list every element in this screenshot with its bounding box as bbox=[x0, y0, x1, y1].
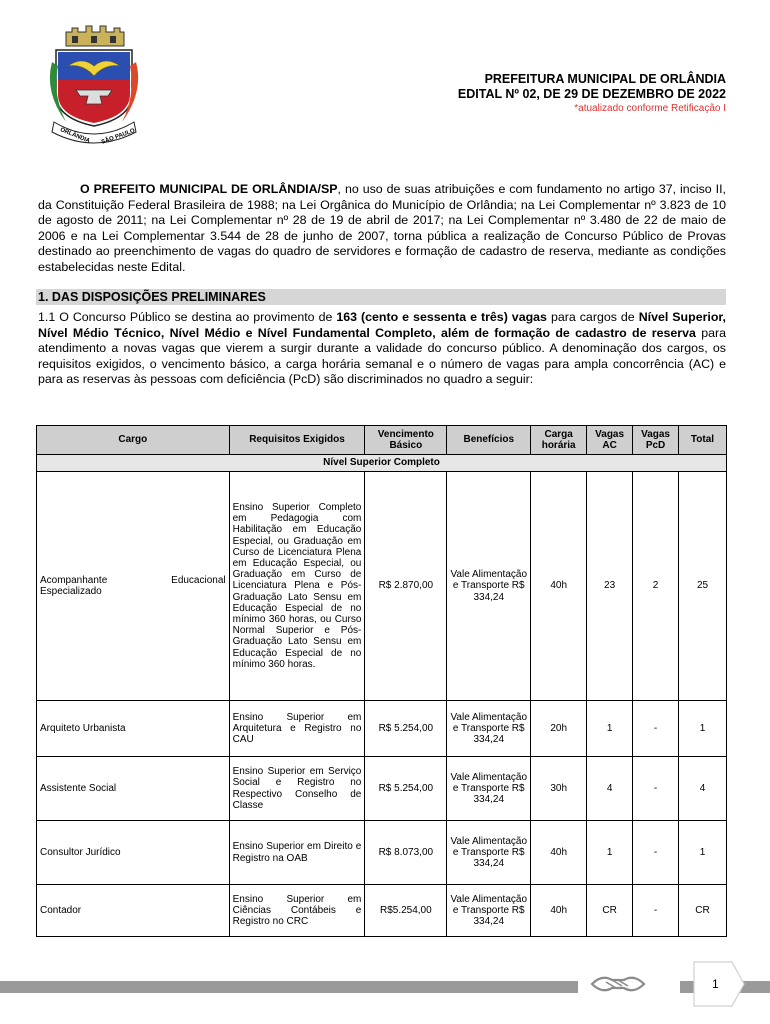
cell-vagas-ac: CR bbox=[587, 885, 633, 937]
cell-carga: 30h bbox=[531, 757, 587, 821]
intro-text: , no uso de suas atribuições e com fundamento no artigo 37, inciso II, da Constituição Federal Brasileira de 1988; na Lei Orgânica do Município de Orlândia; na Lei Complementar nº 3.823 de 10 de agosto de 2011; na Lei Complementar nº 28 de 19 de abril de 2017; na Lei Complementar nº 3.480 de 22 de maio de 2006 e na Lei Complementar 3.544 de 28 de junho de 2007, torna pública a realização de Concurso Público de Provas destinado ao preenchimento de vagas do quadro de servidores e formação de cadastro de reserva, mediante as condições estabelecidas neste Edital. bbox=[38, 182, 726, 274]
ribbon-text-right: SÃO PAULO bbox=[100, 128, 136, 146]
cell-vagas-ac: 4 bbox=[587, 757, 633, 821]
group-row bbox=[37, 455, 727, 472]
cell-cargo: Assistente Social bbox=[37, 757, 230, 821]
municipal-coat-of-arms bbox=[38, 22, 150, 148]
cell-total: 1 bbox=[679, 701, 727, 757]
section-heading: 1. DAS DISPOSIÇÕES PRELIMINARES bbox=[36, 289, 726, 305]
table-header-row bbox=[37, 426, 727, 455]
table-row bbox=[37, 757, 727, 821]
cell-beneficios: Vale Alimentação e Transporte R$ 334,24 bbox=[447, 701, 531, 757]
rectification-note: *atualizado conforme Retificação I bbox=[574, 103, 726, 114]
cell-vencimento: R$ 5.254,00 bbox=[365, 701, 447, 757]
cell-cargo: Arquiteto Urbanista bbox=[37, 701, 230, 757]
cell-vagas-pcd: - bbox=[633, 701, 679, 757]
cell-requisitos: Ensino Superior Completo em Pedagogia com Habilitação em Educação Especial, ou Graduação em Curso de Licenciatura Plena em Educação Especial, ou Graduação em Curso de Licenciatura Plena e Pós-Graduação Lato Sensu em Educação Especial de no mínimo 360 horas, ou Curso Normal Superior e Pós-Graduação Lato Sensu em Educação Especial de no mínimo 360 horas. bbox=[229, 472, 365, 701]
intro-paragraph bbox=[38, 182, 726, 276]
cell-vagas-ac: 23 bbox=[587, 472, 633, 701]
cell-total: 25 bbox=[679, 472, 727, 701]
footer-bar bbox=[0, 981, 578, 993]
mural-crown bbox=[66, 26, 124, 46]
cell-vencimento: R$ 8.073,00 bbox=[365, 821, 447, 885]
col-cargo: Cargo bbox=[37, 426, 230, 455]
cell-vencimento: R$ 5.254,00 bbox=[365, 757, 447, 821]
cell-vencimento: R$5.254,00 bbox=[365, 885, 447, 937]
cell-vencimento: R$ 2.870,00 bbox=[365, 472, 447, 701]
cell-requisitos: Ensino Superior em Arquitetura e Registro no CAU bbox=[229, 701, 365, 757]
col-carga: Carga horária bbox=[531, 426, 587, 455]
cell-carga: 40h bbox=[531, 885, 587, 937]
cell-requisitos: Ensino Superior em Ciências Contábeis e Registro no CRC bbox=[229, 885, 365, 937]
cell-requisitos: Ensino Superior em Direito e Registro na OAB bbox=[229, 821, 365, 885]
cell-vagas-ac: 1 bbox=[587, 821, 633, 885]
cell-vagas-pcd: - bbox=[633, 821, 679, 885]
cell-vagas-ac: 1 bbox=[587, 701, 633, 757]
col-vencimento: Vencimento Básico bbox=[365, 426, 447, 455]
p11-levels: Nível Superior, Nível Médio Técnico, Nível Médio e Nível Fundamental Completo, além de formação de cadastro de reserva bbox=[38, 310, 726, 340]
table-row bbox=[37, 821, 727, 885]
cell-vagas-pcd: - bbox=[633, 757, 679, 821]
issuer-title: PREFEITURA MUNICIPAL DE ORLÂNDIA bbox=[484, 72, 726, 86]
cell-cargo: Consultor Jurídico bbox=[37, 821, 230, 885]
cell-cargo: Acompanhante Educacional Especializado bbox=[37, 472, 230, 701]
ribbon-text-left: ORLÂNDIA bbox=[59, 127, 91, 145]
cell-carga: 20h bbox=[531, 701, 587, 757]
cell-beneficios: Vale Alimentação e Transporte R$ 334,24 bbox=[447, 885, 531, 937]
cell-vagas-pcd: 2 bbox=[633, 472, 679, 701]
handshake-icon bbox=[588, 970, 648, 998]
cell-beneficios: Vale Alimentação e Transporte R$ 334,24 bbox=[447, 472, 531, 701]
positions-table bbox=[36, 425, 727, 937]
col-beneficios: Benefícios bbox=[447, 426, 531, 455]
p11-mid: para cargos de bbox=[546, 310, 639, 324]
p11-end: para atendimento a novas vagas que vierem a surgir durante a validade do concurso público. A denominação dos cargos, os requisitos exigidos, o vencimento básico, a carga horária semanal e o número de vagas para ampla concorrência (AC) e para as reservas às pessoas com deficiência (PcD) são discriminados no quadro a seguir: bbox=[38, 325, 726, 387]
col-vagas-ac: Vagas AC bbox=[587, 426, 633, 455]
cell-requisitos: Ensino Superior em Serviço Social e Registro no Respectivo Conselho de Classe bbox=[229, 757, 365, 821]
cell-beneficios: Vale Alimentação e Transporte R$ 334,24 bbox=[447, 757, 531, 821]
group-label: Nível Superior Completo bbox=[37, 455, 727, 472]
p11-start: 1.1 O Concurso Público se destina ao provimento de bbox=[38, 310, 337, 324]
p11-vacancies: 163 (cento e sessenta e três) vagas bbox=[336, 310, 547, 324]
cell-total: 1 bbox=[679, 821, 727, 885]
col-total: Total bbox=[679, 426, 727, 455]
cell-cargo: Contador bbox=[37, 885, 230, 937]
paragraph-1-1 bbox=[38, 310, 726, 388]
document-header bbox=[458, 72, 726, 116]
cell-total: 4 bbox=[679, 757, 727, 821]
table-row bbox=[37, 472, 727, 701]
page-number: 1 bbox=[712, 977, 719, 991]
cell-carga: 40h bbox=[531, 472, 587, 701]
intro-lead: O PREFEITO MUNICIPAL DE ORLÂNDIA/SP bbox=[80, 182, 338, 196]
edict-title: EDITAL Nº 02, DE 29 DE DEZEMBRO DE 2022 bbox=[457, 87, 726, 101]
col-requisitos: Requisitos Exigidos bbox=[229, 426, 365, 455]
cell-beneficios: Vale Alimentação e Transporte R$ 334,24 bbox=[447, 821, 531, 885]
cell-total: CR bbox=[679, 885, 727, 937]
cell-vagas-pcd: - bbox=[633, 885, 679, 937]
table-row bbox=[37, 885, 727, 937]
table-row bbox=[37, 701, 727, 757]
cell-carga: 40h bbox=[531, 821, 587, 885]
col-vagas-pcd: Vagas PcD bbox=[633, 426, 679, 455]
